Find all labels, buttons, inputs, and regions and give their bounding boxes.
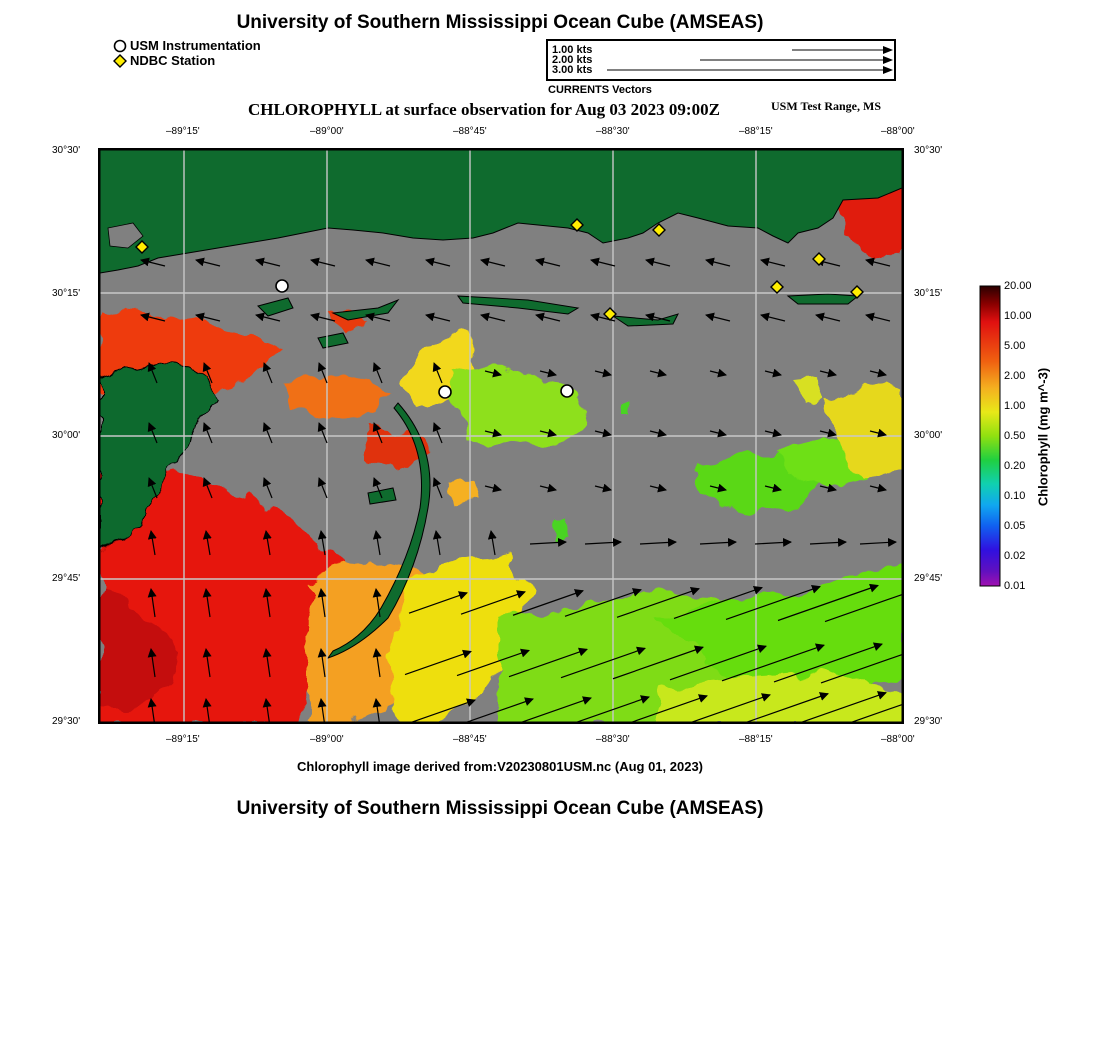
colorbar-tick: 0.20 bbox=[1004, 460, 1026, 472]
usm-instrument-marker bbox=[439, 386, 451, 398]
colorbar-tick: 20.00 bbox=[1004, 280, 1032, 292]
colorbar-tick: 0.50 bbox=[1004, 430, 1026, 442]
right-lat-1: 30°30' bbox=[914, 145, 943, 156]
right-lat-2: 30°15' bbox=[914, 288, 943, 299]
bottom-tick-2: –89°00' bbox=[310, 734, 344, 745]
legend-usm bbox=[113, 38, 261, 53]
bottom-tick-4: –88°30' bbox=[596, 734, 630, 745]
bottom-tick-3: –88°45' bbox=[453, 734, 487, 745]
vector-key-arrows bbox=[548, 41, 894, 79]
bottom-tick-5: –88°15' bbox=[739, 734, 773, 745]
legend-ndbc-label: NDBC Station bbox=[130, 53, 216, 68]
colorbar-tick: 10.00 bbox=[1004, 310, 1032, 322]
colorbar-tick: 0.10 bbox=[1004, 490, 1026, 502]
usm-marker-icon bbox=[113, 39, 127, 53]
colorbar-label: Chlorophyll (mg m^-3) bbox=[1035, 367, 1051, 507]
colorbar-tick: 0.02 bbox=[1004, 550, 1026, 562]
right-lat-3: 30°00' bbox=[914, 430, 943, 441]
top-tick-6: –88°00' bbox=[881, 126, 915, 137]
land-dauphin-island bbox=[788, 294, 858, 304]
left-lat-2: 30°15' bbox=[52, 288, 81, 299]
ndbc-marker-icon bbox=[113, 54, 127, 68]
legend-usm-label: USM Instrumentation bbox=[130, 38, 261, 53]
source-credit: Chlorophyll image derived from:V20230801USM.nc (Aug 01, 2023) bbox=[296, 759, 704, 774]
vector-key-box bbox=[546, 39, 896, 81]
right-lat-5: 29°30' bbox=[914, 716, 943, 727]
usm-instrument-marker bbox=[276, 280, 288, 292]
footer-title: University of Southern Mississippi Ocean Cube (AMSEAS) bbox=[236, 798, 764, 819]
map-subtitle: CHLOROPHYLL at surface observation for Aug 03 2023 09:00Z bbox=[248, 100, 720, 119]
usm-instrument-marker bbox=[561, 385, 573, 397]
left-lat-5: 29°30' bbox=[52, 716, 81, 727]
top-tick-1: –89°15' bbox=[166, 126, 200, 137]
top-tick-4: –88°30' bbox=[596, 126, 630, 137]
top-tick-3: –88°45' bbox=[453, 126, 487, 137]
vector-key-caption: CURRENTS Vectors bbox=[548, 84, 652, 96]
chlorophyll-map bbox=[98, 148, 904, 724]
marker-legend bbox=[113, 38, 261, 68]
left-lat-1: 30°30' bbox=[52, 145, 81, 156]
bottom-tick-6: –88°00' bbox=[881, 734, 915, 745]
colorbar-tick: 0.05 bbox=[1004, 520, 1026, 532]
top-tick-2: –89°00' bbox=[310, 126, 344, 137]
vector-key-3kt: 3.00 kts bbox=[552, 64, 593, 76]
bottom-tick-1: –89°15' bbox=[166, 734, 200, 745]
colorbar-tick: 1.00 bbox=[1004, 400, 1026, 412]
range-label: USM Test Range, MS bbox=[771, 99, 882, 113]
colorbar-tick: 0.01 bbox=[1004, 580, 1026, 592]
vector-key-2kt: 2.00 kts bbox=[552, 54, 593, 66]
colorbar-tick: 5.00 bbox=[1004, 340, 1026, 352]
left-lat-4: 29°45' bbox=[52, 573, 81, 584]
colorbar bbox=[978, 284, 1002, 588]
legend-ndbc bbox=[113, 53, 261, 68]
left-lat-3: 30°00' bbox=[52, 430, 81, 441]
map-title: University of Southern Mississippi Ocean Cube (AMSEAS) bbox=[236, 12, 764, 33]
vector-key-1kt: 1.00 kts bbox=[552, 44, 593, 56]
colorbar-tick: 2.00 bbox=[1004, 370, 1026, 382]
right-lat-4: 29°45' bbox=[914, 573, 943, 584]
top-tick-5: –88°15' bbox=[739, 126, 773, 137]
